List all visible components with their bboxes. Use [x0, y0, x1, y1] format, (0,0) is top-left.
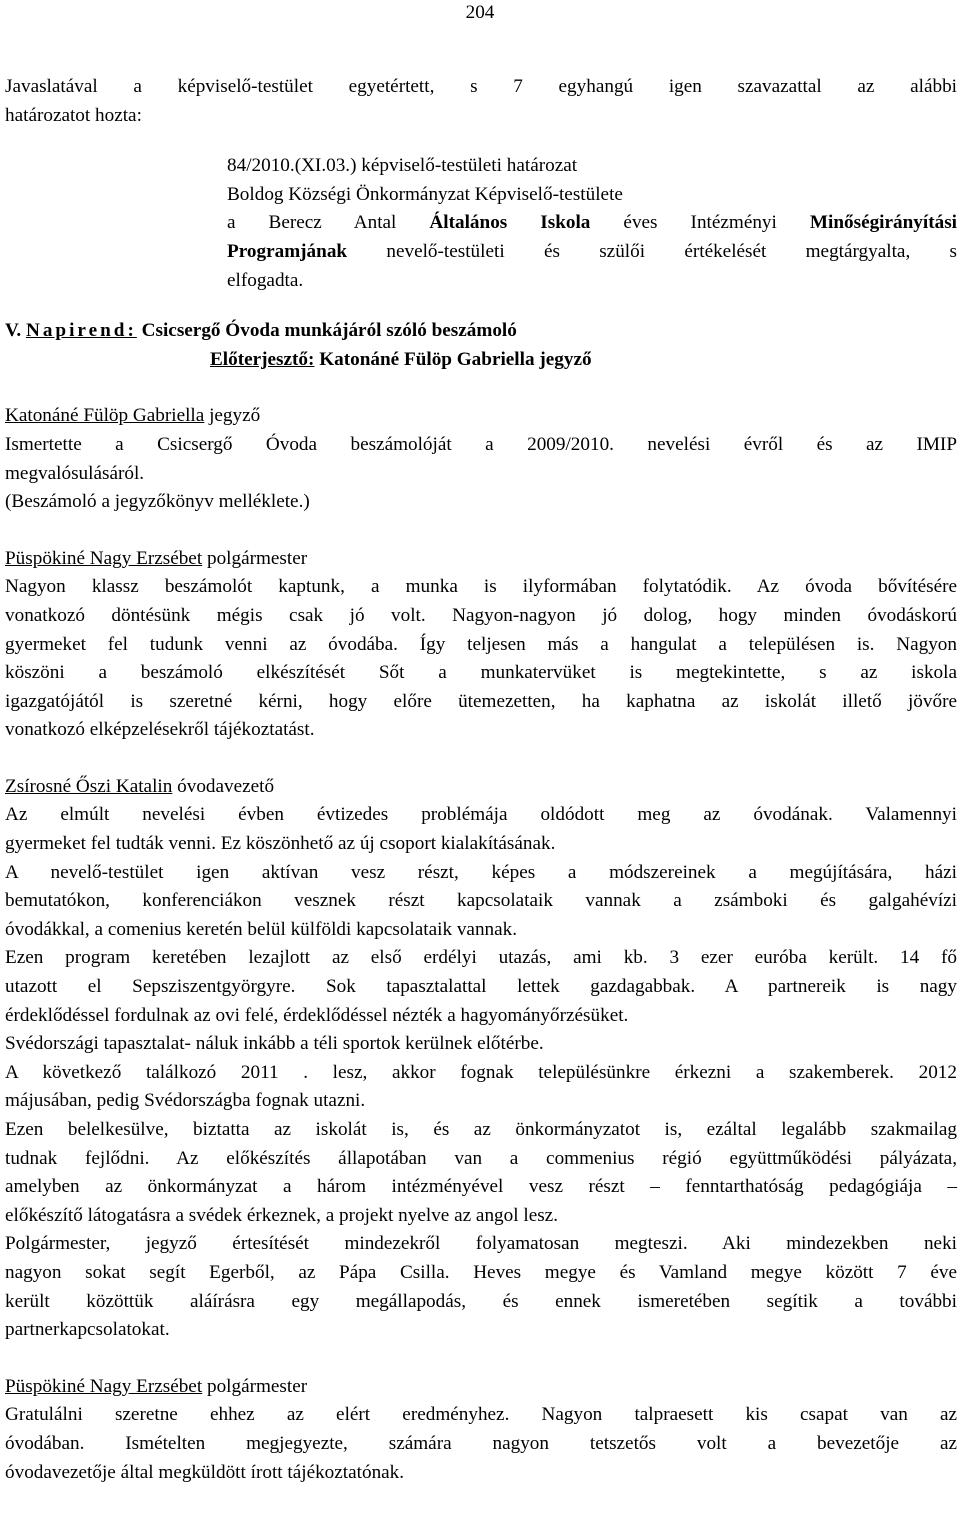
resolution-bold-text: Minőségirányítási — [809, 212, 957, 234]
intro-line-2: határozatot hozta: — [5, 104, 142, 126]
speech-line: óvodavezetője által megküldött írott tájékoztatónak. — [5, 1461, 405, 1483]
speech-line: óvodákkal, a comenius keretén belül külföldi kapcsolataik vannak. — [5, 918, 518, 940]
resolution-text: nevelő-testületi és szülői értékelését megtárgyalta, s — [347, 240, 957, 262]
page-content — [5, 73, 957, 1487]
intro-line-1: Javaslatával a képviselő-testület egyetértett, s 7 egyhangú igen szavazattal az alábbi — [5, 76, 957, 97]
speech-line: gyermeket fel tudunk venni az óvodába. Így teljesen más a hangulat a településen is. Nagyon — [5, 633, 957, 655]
speech-line: Gratulálni szeretne ehhez az elért eredményhez. Nagyon talpraesett kis csapat van az — [5, 1404, 957, 1426]
speech-line: igazgatójától is szeretné kérni, hogy előre ütemezetten, ha kaphatna az iskolát illető jövőre — [5, 690, 957, 712]
speaker-name: Püspökiné Nagy Erzsébet — [5, 547, 203, 569]
speech-line: óvodában. Ismételten megjegyezte, számára nagyon tetszetős volt a bevezetője az — [5, 1432, 957, 1454]
agenda-title: Csicsergő Óvoda munkájáról szóló beszámoló — [141, 320, 517, 342]
speaker-line — [5, 773, 957, 802]
speech-line: Az elmúlt nevelési évben évtizedes problémája oldódott meg az óvodának. Valamennyi — [5, 804, 957, 826]
speech-line: Ezen program keretében lezajlott az első erdélyi utazás, ami kb. 3 ezer euróba került. 14 fő — [5, 947, 957, 969]
speech-line: megvalósulásáról. — [5, 462, 145, 484]
presenter-name: Katonáné Fülöp Gabriella jegyző — [319, 348, 592, 370]
speech-line: Nagyon klassz beszámolót kaptunk, a munka is ilyformában folytatódik. Az óvoda bővítésére — [5, 576, 957, 598]
agenda-presenter — [210, 346, 957, 375]
speech-block — [5, 402, 957, 516]
speaker-line — [5, 402, 957, 431]
speech-line: (Beszámoló a jegyzőkönyv melléklete.) — [5, 491, 310, 513]
speech-line: partnerkapcsolatokat. — [5, 1319, 170, 1341]
speech-line: A nevelő-testület igen aktívan vesz részt, képes a módszereinek a megújítására, házi — [5, 861, 957, 883]
speech-block — [5, 1373, 957, 1487]
resolution-bold-text: Általános Iskola — [429, 212, 591, 234]
resolution-number: 84/2010.(XI.03.) képviselő-testületi határozat — [227, 155, 578, 177]
speech-line: utazott el Sepsziszentgyörgyre. Sok tapasztalattal lettek gazdagabbak. A partnereik is nagy — [5, 976, 957, 998]
speech-line: Ezen belelkesülve, biztatta az iskolát is, és az önkormányzatot is, ezáltal legalább szakmailag — [5, 1119, 957, 1140]
speech-line: Polgármester, jegyző értesítését mindezekről folyamatosan megteszi. Aki mindezekben neki — [5, 1233, 957, 1255]
speech-line: érdeklődéssel fordulnak az ovi felé, érdeklődéssel nézték a hagyományőrzésüket. — [5, 1004, 629, 1026]
speech-line: került közöttük aláírásra egy megállapodás, és ennek ismeretében segítik a további — [5, 1290, 957, 1312]
speaker-line — [5, 545, 957, 574]
speech-line: amelyben az önkormányzat a három intézményével vesz részt – fenntarthatóság pedagógiája – — [5, 1176, 957, 1198]
agenda-number: V. — [5, 320, 22, 342]
resolution-line-5: elfogadta. — [227, 269, 304, 291]
speaker-role: jegyző — [204, 405, 261, 427]
speaker-line — [5, 1373, 957, 1402]
speech-line: vonatkozó döntésünk mégis csak jó volt. Nagyon-nagyon jó dolog, hogy minden óvodáskorú — [5, 604, 957, 626]
speaker-name: Katonáné Fülöp Gabriella — [5, 405, 205, 427]
speech-line: köszöni a beszámoló elkészítését Sőt a munkatervüket is megtekintette, s az iskola — [5, 662, 957, 684]
page-number: 204 — [465, 2, 495, 23]
agenda-item — [5, 317, 957, 346]
speech-line: májusában, pedig Svédországba fognak utazni. — [5, 1090, 366, 1112]
speech-line: bemutatókon, konferenciákon vesznek részt kapcsolataik vannak a zsámboki és galgahévízi — [5, 890, 957, 912]
speaker-name: Zsírosné Őszi Katalin — [5, 775, 173, 797]
agenda-heading: Napirend: — [25, 320, 137, 342]
resolution-text: a Berecz Antal — [227, 212, 430, 234]
speech-line: tudnak fejlődni. Az előkészítés állapotában van a commenius régió együttműködési pályázata, — [5, 1147, 957, 1169]
resolution-line-2: Boldog Községi Önkormányzat Képviselő-testülete — [227, 183, 623, 205]
speech-line: gyermeket fel tudták venni. Ez köszönhető az új csoport kialakításának. — [5, 833, 556, 855]
resolution-block — [5, 152, 957, 295]
speaker-role: polgármester — [202, 1375, 308, 1397]
speaker-name: Püspökiné Nagy Erzsébet — [5, 1375, 203, 1397]
resolution-line-4 — [227, 238, 957, 267]
speech-line: A következő találkozó 2011 . lesz, akkor fognak településünkre érkezni a szakemberek. 2012 — [5, 1061, 957, 1083]
speaker-role: óvodavezető — [172, 775, 275, 797]
speech-line: Ismertette a Csicsergő Óvoda beszámolóját a 2009/2010. nevelési évről és az IMIP — [5, 433, 957, 455]
speaker-role: polgármester — [202, 547, 308, 569]
presenter-label: Előterjesztő: — [210, 348, 315, 370]
speech-block — [5, 773, 957, 1345]
speech-line: vonatkozó elképzelésekről tájékoztatást. — [5, 719, 315, 741]
speech-line: Svédországi tapasztalat- náluk inkább a téli sportok kerülnek előtérbe. — [5, 1033, 544, 1055]
speech-line: nagyon sokat segít Egerből, az Pápa Csilla. Heves megye és Vamland megye között 7 éve — [5, 1261, 957, 1283]
resolution-text: éves Intézményi — [590, 212, 810, 234]
resolution-bold-text: Programjának — [227, 240, 348, 262]
speech-block — [5, 545, 957, 745]
resolution-line-3 — [227, 209, 957, 238]
speech-line: előkészítő látogatásra a svédek érkeznek, a projekt nyelve az angol lesz. — [5, 1204, 558, 1226]
